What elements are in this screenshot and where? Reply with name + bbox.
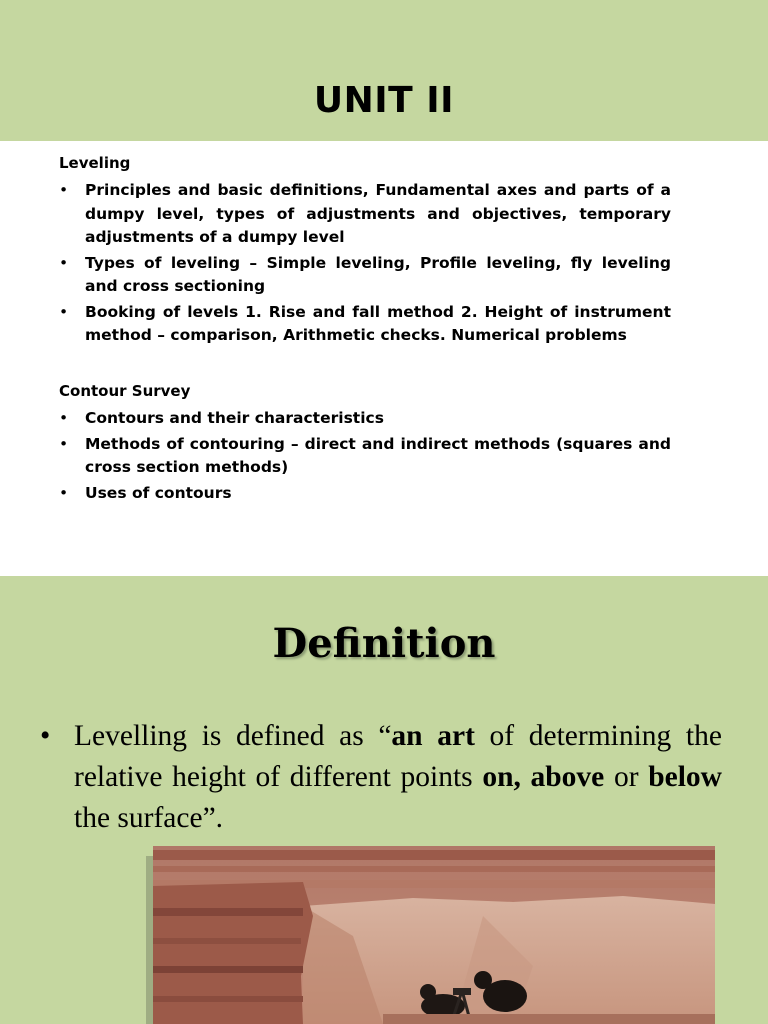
list-item: • Contours and their characteristics <box>59 407 671 431</box>
bullet-icon: • <box>59 253 69 272</box>
slide2 <box>0 576 768 1024</box>
definition-text: Levelling is defined as “an art of determining the relative height of different points on, above or below the surface”. <box>74 720 722 834</box>
bullet-icon: • <box>59 181 69 199</box>
bullet-icon: • <box>59 409 69 427</box>
list-item: • Booking of levels 1. Rise and fall method 2. Height of instrument method – comparison, Arithmetic checks. Numerical problems <box>59 302 671 344</box>
bullet-icon: • <box>40 720 51 752</box>
slide2-title: Definition <box>272 620 496 667</box>
contour-bullet-list <box>59 407 671 507</box>
leveling-bullet-list <box>59 179 671 350</box>
list-item: • Types of leveling – Simple leveling, Profile leveling, fly leveling and cross sectioning <box>59 253 671 295</box>
list-item: • Principles and basic definitions, Fundamental axes and parts of a dumpy level, types of adjustments and objectives, temporary adjustments of a dumpy level <box>59 181 671 246</box>
slide1-body <box>0 141 768 576</box>
slide1-title: UNIT II <box>313 80 455 121</box>
bullet-icon: • <box>59 483 69 502</box>
surveyor-photo <box>153 846 715 1024</box>
slide1-header <box>0 0 768 141</box>
list-item: • Methods of contouring – direct and indirect methods (squares and cross section methods) <box>59 434 671 476</box>
list-item: • Uses of contours <box>59 482 671 506</box>
bullet-icon: • <box>59 434 69 453</box>
section-heading-leveling: Leveling <box>59 154 131 172</box>
canyon-surveyor-illustration <box>153 846 715 1024</box>
section-heading-contour-survey: Contour Survey <box>59 382 191 400</box>
bullet-icon: • <box>59 302 69 321</box>
